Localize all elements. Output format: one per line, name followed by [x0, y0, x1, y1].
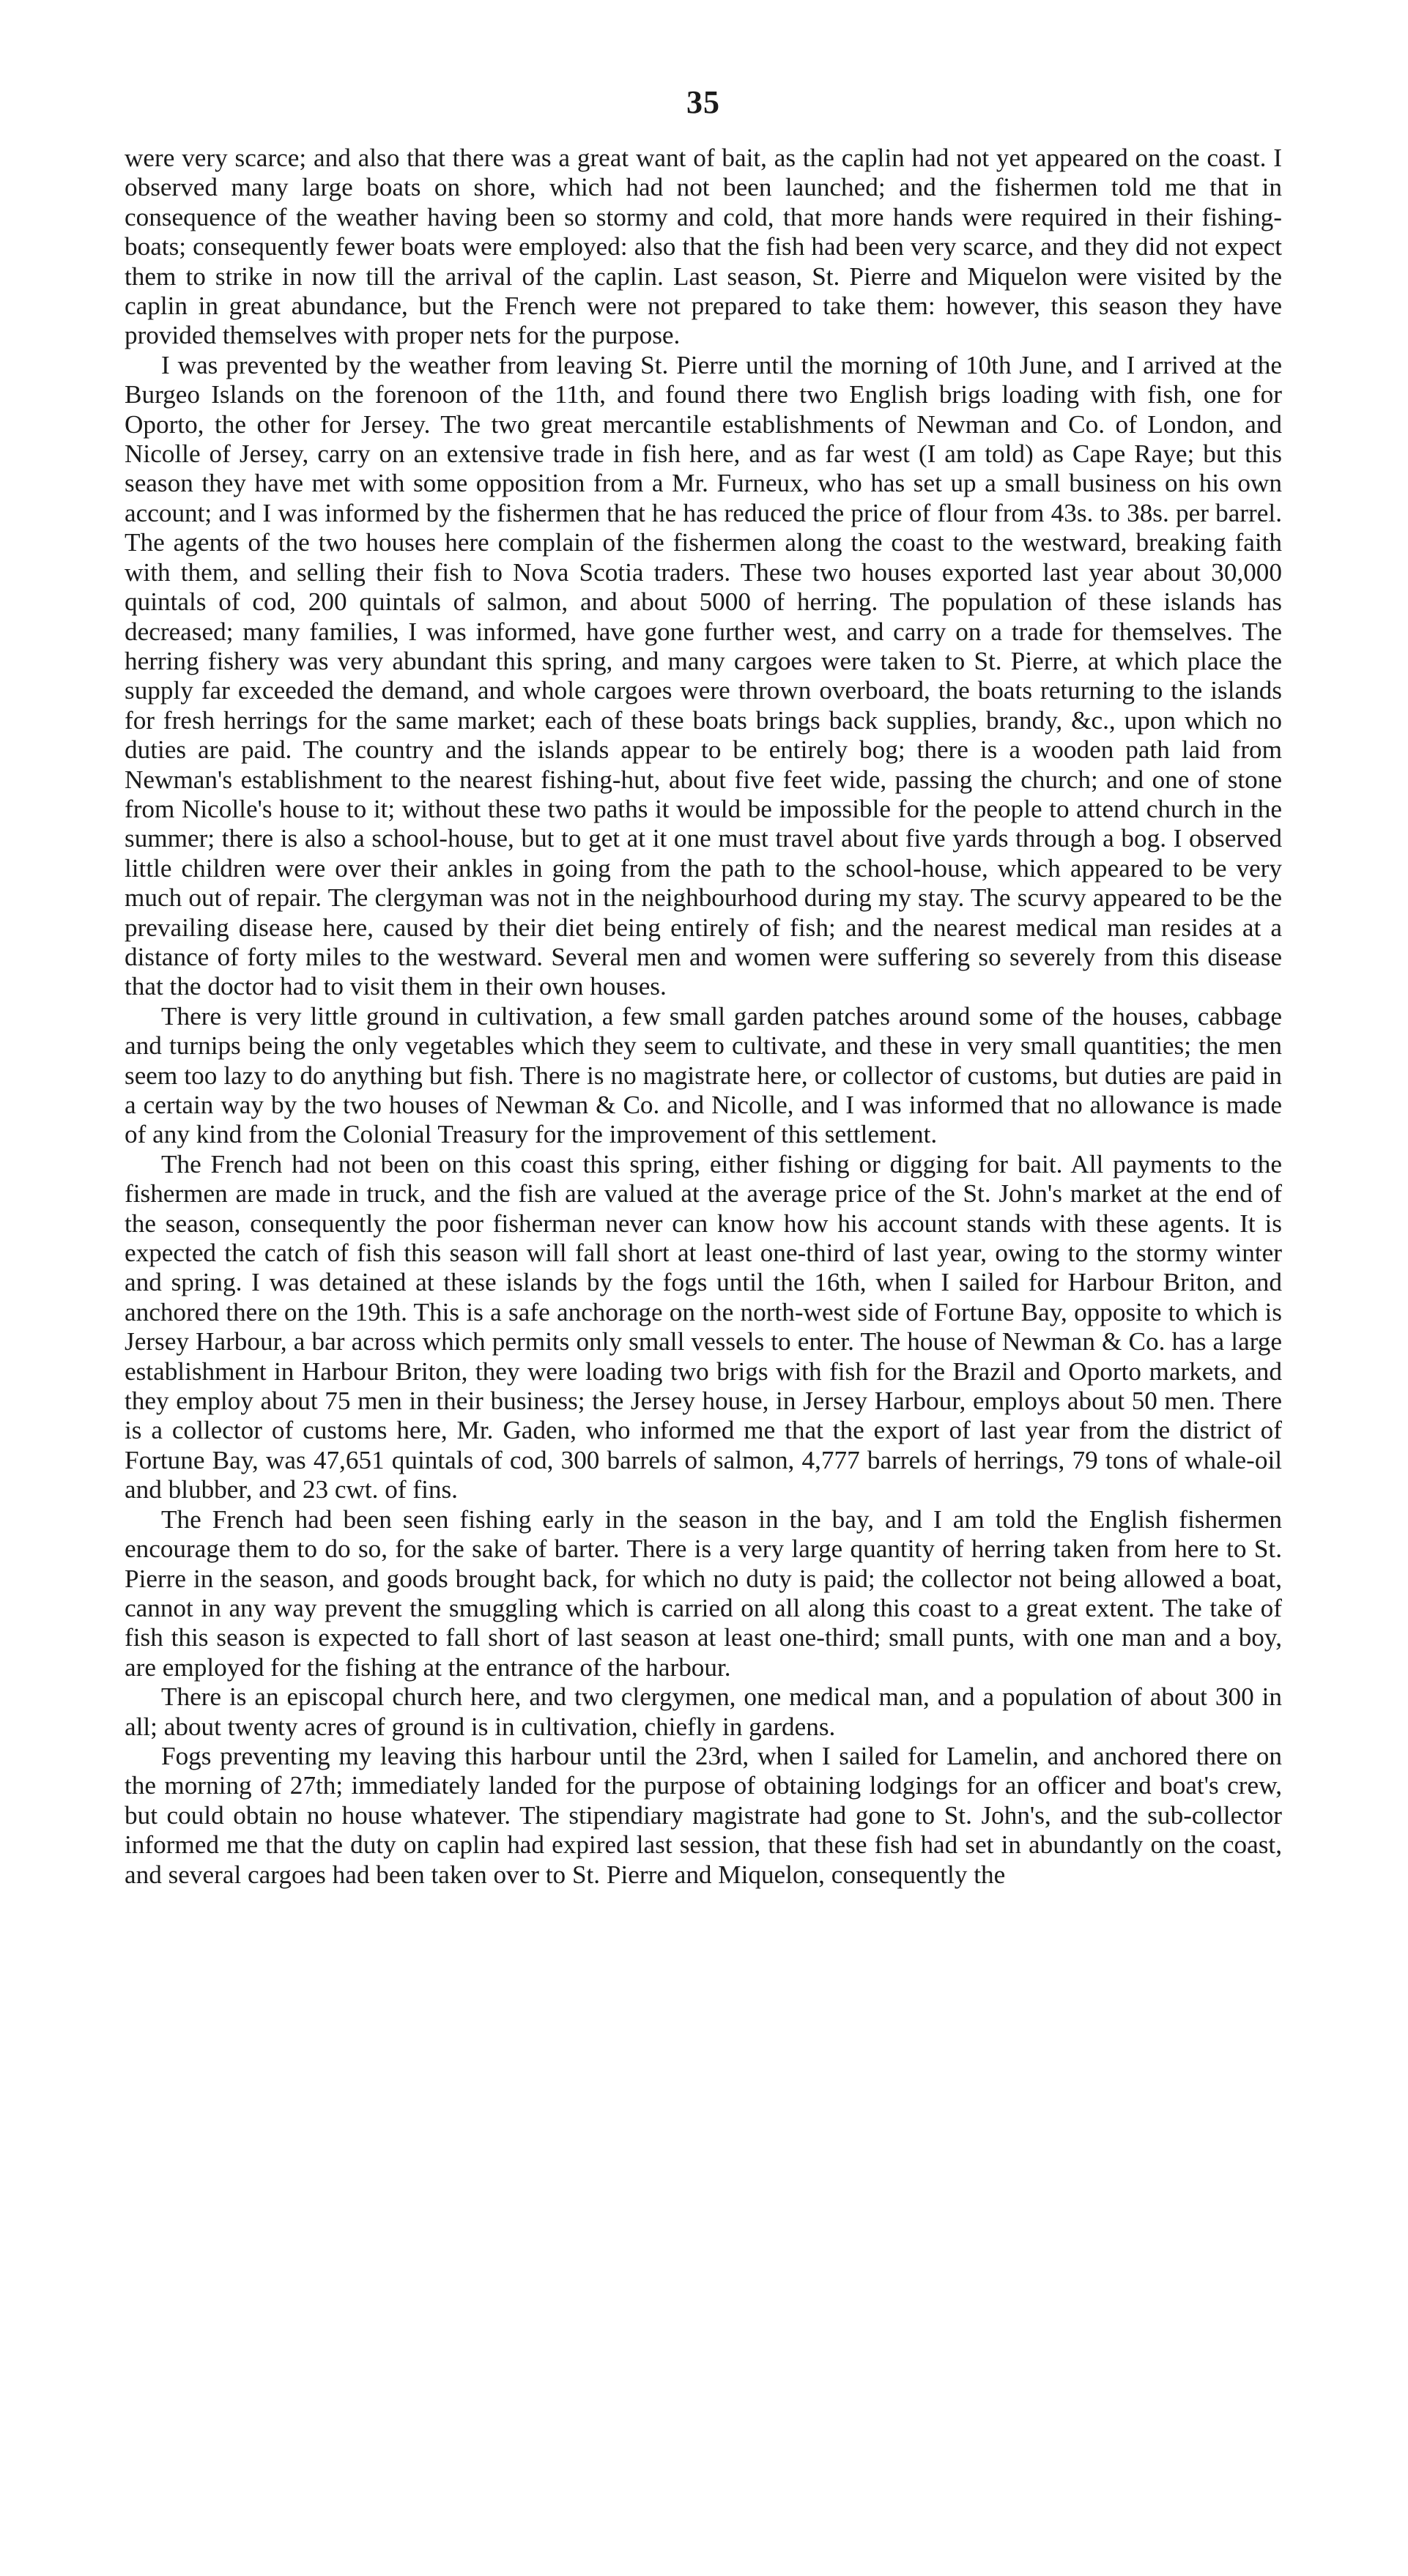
paragraph-1: were very scarce; and also that there was a great want of bait, as the caplin had not yet appeared on the coast. I observed many large boats on shore, which had not been launched; and the fishermen told me that in consequence of the weather having been so stormy and cold, that more hands were required in their fishing-boats; consequently fewer boats were employed: also that the fish had been very scarce, and they did not expect them to strike in now till the arrival of the caplin. Last season, St. Pierre and Miquelon were visited by the caplin in great abundance, but the French were not prepared to take them: however, this season they have provided themselves with proper nets for the purpose. — [125, 144, 1282, 350]
paragraph-6: There is an episcopal church here, and two clergymen, one medical man, and a population of about 300 in all; about twenty acres of ground is in cultivation, chiefly in gardens. — [125, 1682, 1282, 1741]
paragraph-2: I was prevented by the weather from leaving St. Pierre until the morning of 10th June, and I arrived at the Burgeo Islands on the forenoon of the 11th, and found there two English brigs loading with fish, one for Oporto, the other for Jersey. The two great mercantile establishments of Newman and Co. of London, and Nicolle of Jersey, carry on an extensive trade in fish here, and as far west (I am told) as Cape Raye; but this season they have met with some opposition from a Mr. Furneux, who has set up a small business on his own account; and I was informed by the fishermen that he has reduced the price of flour from 43s. to 38s. per barrel. The agents of the two houses here complain of the fishermen along the coast to the westward, breaking faith with them, and selling their fish to Nova Scotia traders. These two houses exported last year about 30,000 quintals of cod, 200 quintals of salmon, and about 5000 of herring. The population of these islands has decreased; many families, I was informed, have gone further west, and carry on a trade for themselves. The herring fishery was very abundant this spring, and many cargoes were taken to St. Pierre, at which place the supply far exceeded the demand, and whole cargoes were thrown overboard, the boats returning to the islands for fresh herrings for the same market; each of these boats brings back supplies, brandy, &c., upon which no duties are paid. The country and the islands appear to be entirely bog; there is a wooden path laid from Newman's establishment to the nearest fishing-hut, about five feet wide, passing the church; and one of stone from Nicolle's house to it; without these two paths it would be impossible for the people to attend church in the summer; there is also a school-house, but to get at it one must travel about five yards through a bog. I observed little children were over their ankles in going from the path to the school-house, which appeared to be very much out of repair. The clergyman was not in the neighbourhood during my stay. The scurvy appeared to be the prevailing disease here, caused by their diet being entirely of fish; and the nearest medical man resides at a distance of forty miles to the westward. Several men and women were suffering so severely from this disease that the doctor had to visit them in their own houses. — [125, 350, 1282, 1001]
document-page — [125, 86, 1282, 2525]
paragraph-4: The French had not been on this coast this spring, either fishing or digging for bait. All payments to the fishermen are made in truck, and the fish are valued at the average price of the St. John's market at the end of the season, consequently the poor fisherman never can know how his account stands with these agents. It is expected the catch of fish this season will fall short at least one-third of last year, owing to the stormy winter and spring. I was detained at these islands by the fogs until the 16th, when I sailed for Harbour Briton, and anchored there on the 19th. This is a safe anchorage on the north-west side of Fortune Bay, opposite to which is Jersey Harbour, a bar across which permits only small vessels to enter. The house of Newman & Co. has a large establishment in Harbour Briton, they were loading two brigs with fish for the Brazil and Oporto markets, and they employ about 75 men in their business; the Jersey house, in Jersey Harbour, employs about 50 men. There is a collector of customs here, Mr. Gaden, who informed me that the export of last year from the district of Fortune Bay, was 47,651 quintals of cod, 300 barrels of salmon, 4,777 barrels of herrings, 79 tons of whale-oil and blubber, and 23 cwt. of fins. — [125, 1149, 1282, 1504]
page-number: 35 — [686, 86, 720, 120]
paragraph-3: There is very little ground in cultivation, a few small garden patches around some of the houses, cabbage and turnips being the only vegetables which they seem to cultivate, and these in very small quantities; the men seem too lazy to do anything but fish. There is no magistrate here, or collector of customs, but duties are paid in a certain way by the two houses of Newman & Co. and Nicolle, and I was informed that no allowance is made of any kind from the Colonial Treasury for the improvement of this settlement. — [125, 1001, 1282, 1149]
paragraph-7: Fogs preventing my leaving this harbour until the 23rd, when I sailed for Lamelin, and anchored there on the morning of 27th; immediately landed for the purpose of obtaining lodgings for an officer and boat's crew, but could obtain no house whatever. The stipendiary magistrate had gone to St. John's, and the sub-collector informed me that the duty on caplin had expired last session, that these fish had set in abundantly on the coast, and several cargoes had been taken over to St. Pierre and Miquelon, consequently the — [125, 1741, 1282, 1889]
paragraph-5: The French had been seen fishing early in the season in the bay, and I am told the English fishermen encourage them to do so, for the sake of barter. There is a very large quantity of herring taken from here to St. Pierre in the season, and goods brought back, for which no duty is paid; the collector not being allowed a boat, cannot in any way prevent the smuggling which is carried on all along this coast to a great extent. The take of fish this season is expected to fall short of last season at least one-third; small punts, with one man and a boy, are employed for the fishing at the entrance of the harbour. — [125, 1504, 1282, 1682]
